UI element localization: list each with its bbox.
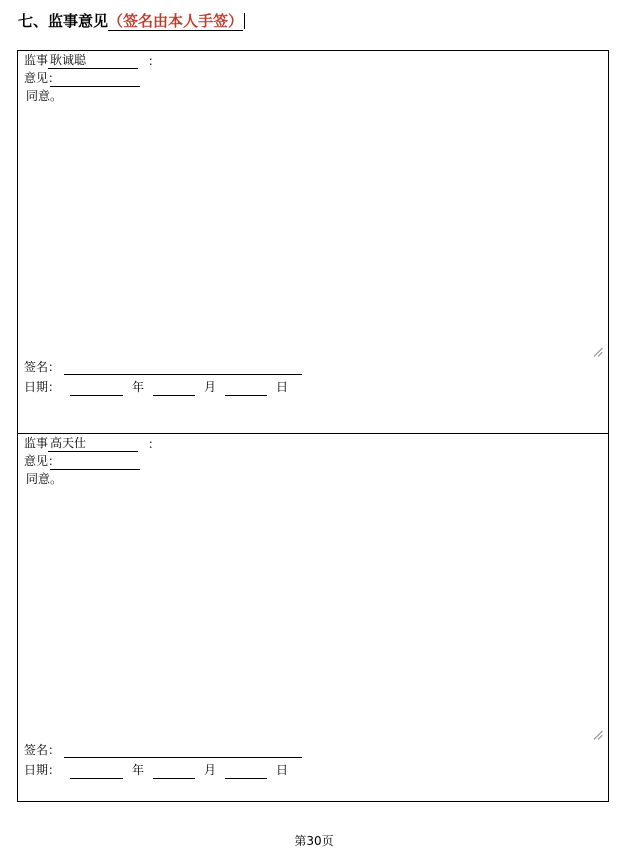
date-year-field[interactable] xyxy=(70,778,123,779)
signature-line[interactable] xyxy=(64,374,302,375)
supervisor-label: 监事 xyxy=(24,436,49,450)
signature-label: 签名： xyxy=(24,360,61,374)
opinion-textarea[interactable]: 同意。 xyxy=(26,472,63,486)
signature-label: 签名： xyxy=(24,743,61,757)
month-unit: 月 xyxy=(204,380,217,394)
supervisor-label-row xyxy=(24,435,138,452)
section-title xyxy=(18,10,245,31)
supervisor-block-1 xyxy=(17,50,609,434)
supervisor-label-row xyxy=(24,52,138,69)
supervisor-colon: ： xyxy=(148,437,161,451)
opinion-underline xyxy=(50,469,140,470)
day-unit: 日 xyxy=(276,380,289,394)
date-day-field[interactable] xyxy=(225,395,267,396)
date-day-field[interactable] xyxy=(225,778,267,779)
date-month-field[interactable] xyxy=(153,778,195,779)
signature-note: （签名由本人手签） xyxy=(108,12,244,30)
textarea-resize-handle[interactable] xyxy=(594,731,603,740)
section-title-text: 七、监事意见 xyxy=(18,12,109,30)
year-unit: 年 xyxy=(132,380,145,394)
opinion-textarea[interactable]: 同意。 xyxy=(26,89,63,103)
date-year-field[interactable] xyxy=(70,395,123,396)
supervisor-block-2 xyxy=(17,433,609,802)
supervisor-colon: ： xyxy=(148,54,161,68)
page-number: 第30页 xyxy=(294,834,334,848)
date-month-field[interactable] xyxy=(153,395,195,396)
month-unit: 月 xyxy=(204,763,217,777)
signature-line[interactable] xyxy=(64,757,302,758)
opinion-underline xyxy=(50,86,140,87)
supervisor-name-field[interactable]: 高天仕 xyxy=(48,435,138,452)
date-label: 日期： xyxy=(24,380,61,394)
opinion-label: 意见： xyxy=(24,454,61,468)
year-unit: 年 xyxy=(132,763,145,777)
supervisor-name-field[interactable]: 耿诚聪 xyxy=(48,52,138,69)
textarea-resize-handle[interactable] xyxy=(594,348,603,357)
date-label: 日期： xyxy=(24,763,61,777)
opinion-label: 意见： xyxy=(24,71,61,85)
supervisor-label: 监事 xyxy=(24,53,49,67)
day-unit: 日 xyxy=(276,763,289,777)
text-cursor xyxy=(244,13,245,29)
